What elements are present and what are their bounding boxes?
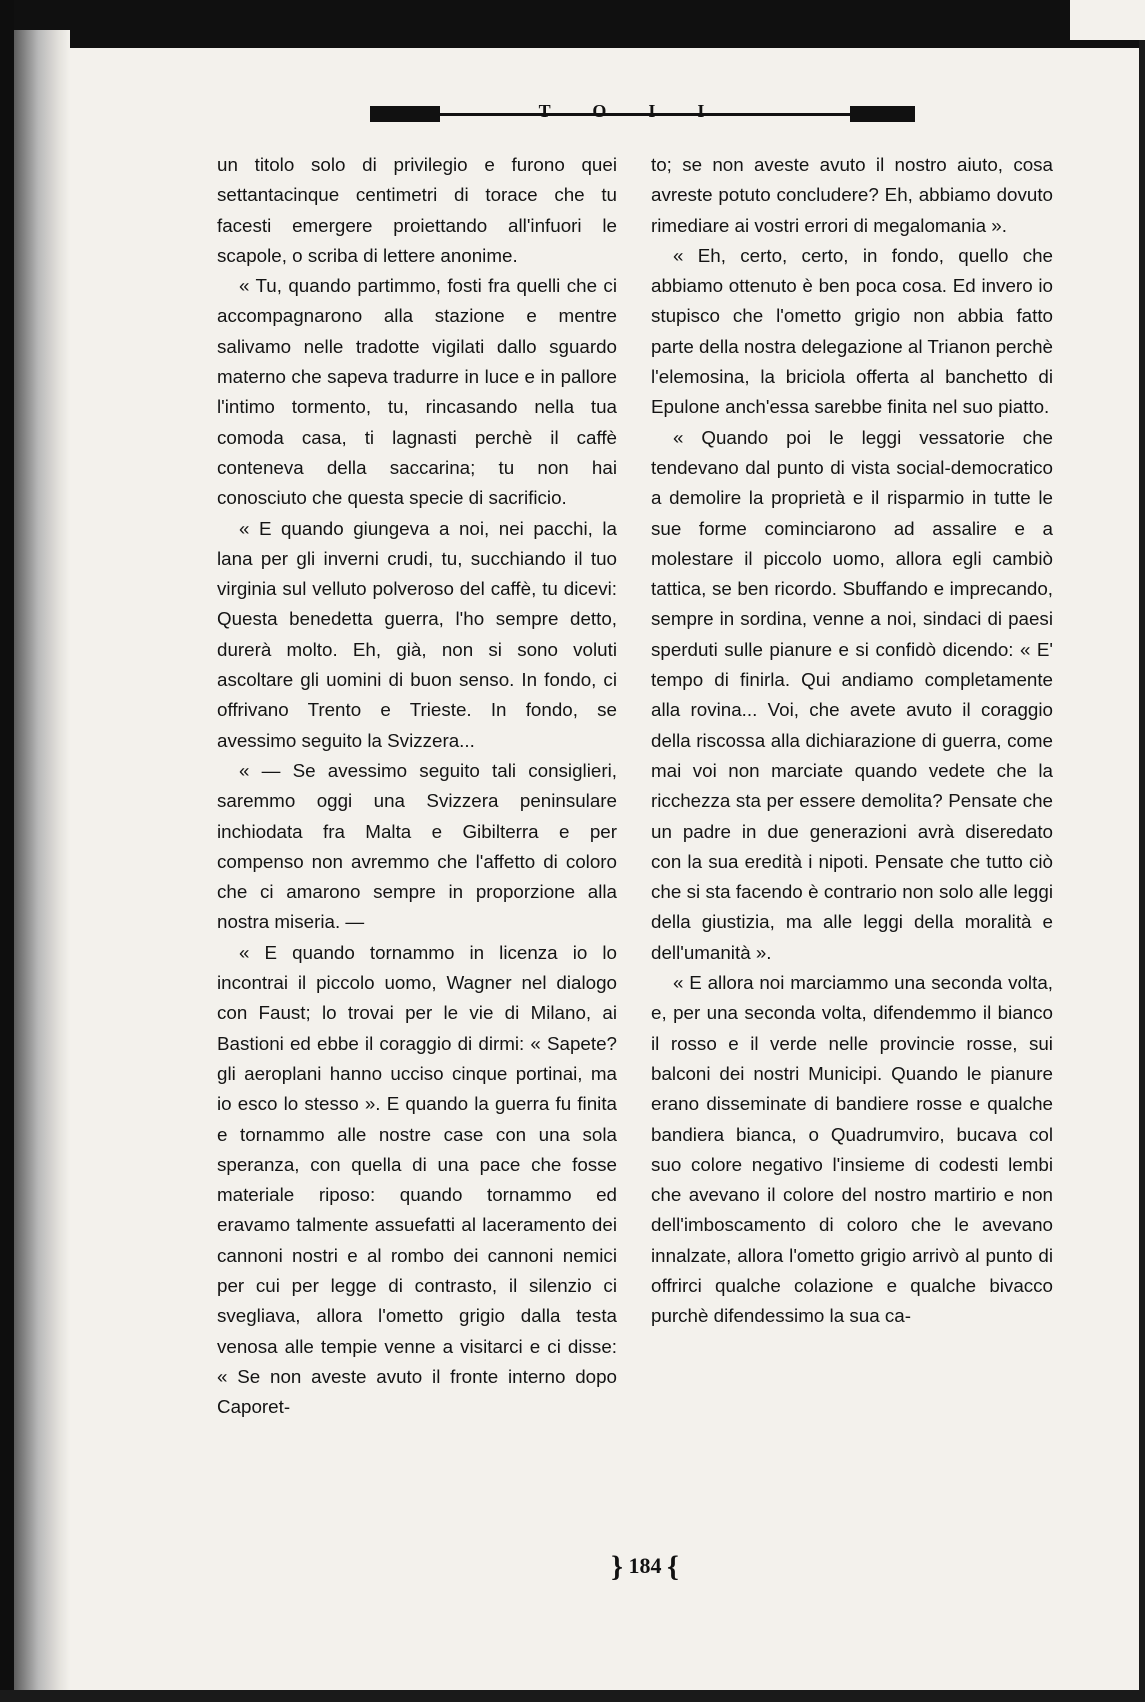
right-paragraph-3: « Quando poi le leggi vessatorie che tendevano dal punto di vista social-democratico a demolire la proprietà e il risparmio in tutte le sue forme cominciarono ad assalire e a molestare il piccolo uomo, allora egli cambiò tattica, se ben ricordo. Sbuffando e imprecando, sempre in sordina, venne a noi, sindaci di paesi sperduti sulle pianure e si confidò dicendo: « E' tempo di finirla. Qui andiamo completamente alla rovina... Voi, che avete avuto il coraggio della riscossa alla dichiarazione di guerra, come mai voi non marciate quando vedete che la ricchezza sta per essere demolita? Pensate che un padre in due generazioni avrà diseredato con la sua eredità i nipoti. Pensate che tutto ciò che si sta facendo è contrario non solo alle leggi della giustizia, ma alle leggi della moralità e dell'umanità ». — [651, 426, 1053, 963]
page-number-text: 184 — [628, 1553, 662, 1578]
left-paragraph-2: « Tu, quando partimmo, fosti fra quelli che ci accompagnarono alla stazione e mentre salivamo nelle tradotte vigilati dallo sguardo materno che sapeva tradurre in luce e in pallore l'intimo tormento, tu, rincasando nella tua comoda casa, ti lagnasti perchè il caffè conteneva della saccarina; tu non hai conosciuto che questa specie di sacrificio. — [217, 275, 617, 509]
right-paragraph-2: « Eh, certo, certo, in fondo, quello che abbiamo ottenuto è ben poca cosa. Ed invero io stupisco che l'ometto grigio non abbia fatto parte della nostra delegazione al Trianon perchè l'elemosina, la briciola offerta al banchetto di Epulone anch'essa sarebbe finita nel suo piatto. — [651, 244, 1053, 418]
left-paragraph-4: « — Se avessimo seguito tali consiglieri, saremmo oggi una Svizzera peninsulare inchiodata fra Malta e Gibilterra e per compenso non avremmo che l'affetto di coloro che ci amarono sempre in proporzione alla nostra miseria. — — [217, 759, 617, 933]
scan-top-border — [0, 0, 1145, 48]
left-paragraph-5: « E quando tornammo in licenza io lo incontrai il piccolo uomo, Wagner nel dialogo con Faust; lo trovai per le vie di Milano, ai Bastioni ed ebbe il coraggio di dirmi: « Sapete? gli aeroplani hanno ucciso cinque portinai, ma io esco lo stesso ». E quando la guerra fu finita e tornammo alle nostre case con una sola speranza, con quella di una pace che fosse materiale riposo: quando tornammo ed eravamo talmente assuefatti al laceramento dei cannoni nostri e al rombo dei cannoni nemici per cui per legge di contrasto, il silenzio ci svegliava, allora l'ometto grigio dalla testa venosa alle tempie venne a visitarci e ci disse: « Se non aveste avuto il fronte interno dopo Caporet- — [217, 941, 617, 1418]
left-paragraph-1: un titolo solo di privilegio e furono quei settantacinque centimetri di torace che tu facesti emergere proiettando all'infuori le scapole, o scriba di lettere anonime. — [217, 154, 617, 266]
folio-bracket-right: { — [667, 1550, 679, 1583]
scan-corner — [1070, 0, 1145, 40]
scan-left-border — [0, 0, 14, 1702]
right-paragraph-1: to; se non aveste avuto il nostro aiuto, cosa avreste potuto concludere? Eh, abbiamo dovuto rimediare ai vostri errori di megalomania ». — [651, 154, 1053, 236]
left-paragraph-3: « E quando giungeva a noi, nei pacchi, la lana per gli inverni crudi, tu, succhiando il tuo virginia sul velluto polveroso del caffè, tu dicevi: Questa benedetta guerra, l'ho sempre detto, durerà molto. Eh, già, non si sono voluti ascoltare gli uomini di buon senso. In fondo, ci offrivano Trento e Trieste. In fondo, se avessimo seguito la Svizzera... — [217, 517, 617, 751]
right-column — [651, 150, 1053, 1332]
scan-right-border — [1139, 40, 1145, 1702]
left-column — [217, 150, 617, 1422]
page-number — [585, 1550, 705, 1582]
right-paragraph-4: « E allora noi marciammo una seconda volta, e, per una seconda volta, difendemmo il bianco il rosso e il verde nelle provincie rosse, sui balconi dei nostri Municipi. Quando le pianure erano disseminate di bandiere rosse e qualche bandiera bianca, o Quadrumviro, bucava col suo colore negativo l'insieme di codesti lembi che avevano il colore del nostro martirio e non dell'imboscamento di coloro che le avevano innalzate, allora l'ometto grigio arrivò al punto di offrirci qualche colazione e qualche bivacco purchè difendessimo la sua ca- — [651, 972, 1053, 1327]
scan-bottom-border — [0, 1690, 1145, 1702]
running-head — [370, 101, 915, 124]
running-head-text: TOII — [538, 101, 747, 121]
folio-bracket-left: } — [611, 1550, 623, 1583]
